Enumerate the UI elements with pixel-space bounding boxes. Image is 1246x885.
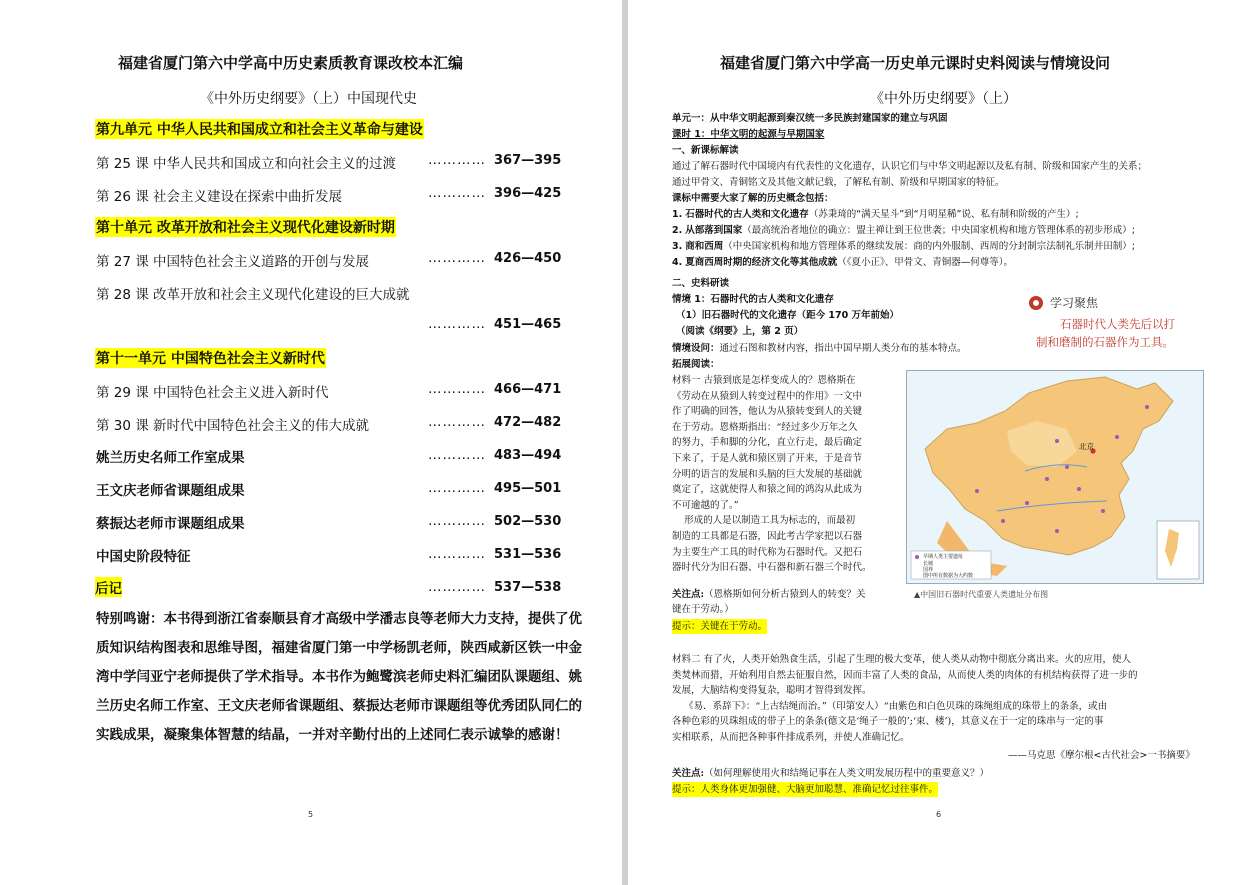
toc-dots: ………… [428,316,486,332]
concept-detail: （中央国家机构和地方管理体系的继续发展：商的内外服制、西周的分封制宗法制礼乐制井田制）; [723,241,1135,252]
toc-label: 第 25 课 中华人民共和国成立和向社会主义的过渡 [96,156,397,172]
toc-pages: 502—530 [494,514,562,529]
material-line: 发展，大脑结构变得复杂，聪明才智得到发挥。 [672,685,872,697]
left-title: 福建省厦门第六中学高中历史素质教育课改校本汇编 [118,54,464,72]
toc-dots: ………… [428,250,486,266]
concept-number: 4. [672,257,683,268]
concept-number: 2. [672,225,683,236]
toc-entry-yaolan [96,446,245,466]
material-line: 的努力，手和脚的分化，直立行走，最后确定 [672,437,863,449]
sub-heading-paleolithic: （1）旧石器时代的文化遗存（距今 170 万年前始） [676,310,900,321]
toc-pages: 451—465 [494,317,562,332]
material-line: 《易．系辞下》：“上古结绳而治。”（印第安人）“由紫色和白色贝珠的珠绳组成的珠带上的条条，或由 [672,700,1108,712]
map-legend-item: 国界 [923,567,934,573]
standard-line-1: 通过了解石器时代中国境内有代表性的文化遗存，认识它们与中华文明起源以及私有制、阶级和国家产生的关系； [672,161,1148,172]
toc-entry-26 [96,185,342,205]
lesson-line: 课时 1：中华文明的起源与早期国家 [672,129,825,140]
material-line: 在于劳动。恩格斯指出：“经过多少万年之久 [672,421,858,433]
focus-gear-icon [1028,295,1044,311]
material-line: 《劳动在从猿到人转变过程中的作用》一文中 [672,390,863,402]
toc-dots: ………… [428,152,486,168]
toc-label: 第 29 课 中国特色社会主义进入新时代 [96,385,329,401]
left-subtitle: 《中外历史纲要》（上）中国现代史 [200,91,417,107]
concept-bold: 从部落到国家 [685,225,743,236]
hint-1: 提示：关键在于劳动。 [672,619,767,634]
site-marker [1077,487,1081,491]
page-number: 6 [936,810,942,819]
toc-pages: 426—450 [494,251,562,266]
toc-label: 姚兰历史名师工作室成果 [96,450,245,466]
site-marker [1025,501,1029,505]
concept-number: 1. [672,209,683,220]
site-marker [1145,405,1149,409]
site-marker [975,489,979,493]
concept-number: 3. [672,241,683,252]
toc-entry-afterword [95,577,122,597]
concept-bold: 商和西周 [685,241,724,252]
material-2-source: ——马克思《摩尔根<古代社会>一书摘要》 [1008,750,1195,761]
focus-1 [672,587,866,602]
concept-detail: （最高统治者地位的确立：盟主禅让到王位世袭；中央国家机构和地方管理体系的初步形成）; [742,225,1135,236]
toc-entry-stages [96,545,191,565]
unit-line: 单元一：从中华文明起源到秦汉统一多民族封建国家的建立与巩固 [672,113,948,124]
concept-bold: 石器时代的古人类和文化遗存 [685,209,809,220]
toc-label: 后记 [95,581,122,597]
unit-11-heading: 第十一单元 中国特色社会主义新时代 [95,348,326,368]
toc-label: 蔡振达老师市课题组成果 [96,516,245,532]
toc-pages: 396—425 [494,186,562,201]
focus-label: 关注点: [672,768,705,779]
toc-pages: 483—494 [494,448,562,463]
toc-dots: ………… [428,185,486,201]
material-line: 类焚林而猎，开始利用自然去征服自然，因而丰富了人类的食品，从而使人类的肉体的有机结构获得了进一步的 [672,669,1138,681]
toc-pages: 495—501 [494,481,562,496]
toc-entry-caizhenda [96,512,245,532]
page-number: 5 [308,810,314,819]
concept-item-4 [672,255,1013,270]
section-1-heading: 一、新课标解读 [672,145,739,156]
toc-entry-29 [96,381,329,401]
read-reference: （阅读《纲要》上，第 2 页） [676,326,804,337]
site-marker [1045,477,1049,481]
material-line: 分明的语言的发展和头脑的巨大发展的基础就 [672,468,863,480]
left-page [0,0,622,885]
toc-entry-25 [96,152,396,172]
section-2-heading: 二、史料研读 [672,278,730,289]
callout-title: 学习聚焦 [1050,296,1099,310]
material-line: 形成的人是以制造工具为标志的，而最初 [672,515,856,527]
site-marker [1055,529,1059,533]
material-2-text [672,652,1210,746]
material-line: 奠定了，这就使得人和猿之间的鸿沟从此成为 [672,484,863,496]
concept-item-1 [672,207,1079,222]
material-line: 制造的工具都是石器，因此考古学家把以石器 [672,530,863,542]
material-1-text [672,373,904,576]
extended-reading-heading: 拓展阅读： [672,359,720,370]
right-title: 福建省厦门第六中学高一历史单元课时史料阅读与情境设问 [720,54,1111,72]
acknowledgement-text: 特别鸣谢：本书得到浙江省泰顺县育才高级中学潘志良等老师大力支持，提供了优质知识结构图表和思维导图，福建省厦门第一中学杨凯老师，陕西咸新区铁一中金湾中学闫亚宁老师提供了学术指导。本书作为鲍鹭滨老师史料汇编团队课题组、姚兰历史名师工作室、王文庆老师省课题组、蔡振达老师市课题组等优秀团队同仁的实践成果，凝聚集体智慧的结晶，一并对辛勤付出的上述同仁表示诚挚的感谢！ [96,611,582,743]
paleolithic-sites-map [906,370,1204,584]
toc-dots: ………… [428,414,486,430]
material-line: 各种色彩的贝珠组成的带子上的条条(德文是‘绳子一般的’;‘束、楼’)，其意义在于一定的珠串与一定的事 [672,716,1104,728]
material-line: 材料一 古猿到底是怎样变成人的？恩格斯在 [672,375,856,386]
toc-pages: 466—471 [494,382,562,397]
toc-dots: ………… [428,579,486,595]
concept-detail: （苏秉琦的“满天星斗”到“月明星稀”说、私有制和阶级的产生）; [808,209,1079,220]
focus-1-cont: 键在于劳动。） [672,604,734,615]
toc-label: 中国史阶段特征 [96,549,191,565]
question-text: 通过石图和教材内容，指出中国早期人类分布的基本特点。 [719,343,967,354]
learning-focus-callout [1022,292,1202,354]
toc-pages: 367—395 [494,153,562,168]
material-line: 器时代分为旧石器、中石器和新石器三个时代。 [672,562,872,574]
hint-2: 提示：人类身体更加强健、大脑更加聪慧、准确记忆过往事件。 [672,782,938,797]
material-line: 不可逾越的了。” [672,499,739,511]
toc-entry-30 [96,414,369,434]
toc-label: 第 27 课 中国特色社会主义道路的开创与发展 [96,254,370,270]
toc-dots: ………… [428,447,486,463]
standard-line-2: 通过甲骨文、青铜铭文及其他文献记载，了解私有制、阶级和早期国家的特征。 [672,177,1005,188]
site-marker [1115,435,1119,439]
toc-entry-wangwenqing [96,479,245,499]
concept-bold: 夏商西周时期的经济文化等其他成就 [685,257,838,268]
toc-pages: 537—538 [494,580,562,595]
focus-text: （如何理解使用火和结绳记事在人类文明发展历程中的重要意义？） [704,768,990,779]
unit-9-heading: 第九单元 中华人民共和国成立和社会主义革命与建设 [95,119,424,139]
concept-item-2 [672,223,1135,238]
concept-item-3 [672,239,1135,254]
unit-10-heading: 第十单元 改革开放和社会主义现代化建设新时期 [95,217,396,237]
toc-pages: 531—536 [494,547,562,562]
china-map-graphic [907,371,1203,583]
map-legend-item: 图中所有数据为大约数 [923,573,974,579]
focus-label: 关注点: [672,589,705,600]
material-line: 材料二 有了火，人类开始熟食生活，引起了生理的极大变革，使人类从动物中彻底分离出来。火的应用，使人 [672,654,1132,665]
map-legend-item: 长城 [923,561,934,567]
concept-detail: （《夏小正》、甲骨文、青铜器—何尊等）。 [837,257,1014,268]
material-line: 为主要生产工具的时代称为石器时代。又把石 [672,546,863,558]
right-subtitle: 《中外历史纲要》（上） [870,91,1017,107]
toc-label: 第 26 课 社会主义建设在探索中曲折发展 [96,189,343,205]
scene-1-heading: 情境 1：石器时代的古人类和文化遗存 [672,294,834,305]
concepts-heading: 课标中需要大家了解的历史概念包括： [672,193,834,204]
map-legend-item: 早期人类主要遗址 [923,554,964,560]
focus-2 [672,766,989,781]
toc-dots: ………… [428,513,486,529]
callout-text-line-1: 石器时代人类先后以打 [1060,317,1175,331]
map-caption: ▲中国旧石器时代重要人类遗址分布图 [914,590,1049,599]
material-line: 实相联系，从而把各种事件排成系列，并使人准确记忆。 [672,731,910,743]
toc-pages: 472—482 [494,415,562,430]
toc-entry-28 [96,283,410,303]
callout-text-line-2: 制和磨制的石器作为工具。 [1036,335,1174,349]
material-line: 作了明确的回答，他认为从猿转变到人的关键 [672,406,863,418]
map-city-label: 北京 [1079,442,1094,451]
toc-dots: ………… [428,480,486,496]
toc-dots: ………… [428,546,486,562]
toc-dots: ………… [428,381,486,397]
focus-text: （恩格斯如何分析古猿到人的转变？关 [704,589,866,600]
toc-label: 第 30 课 新时代中国特色社会主义的伟大成就 [96,418,370,434]
toc-label: 王文庆老师省课题组成果 [96,483,245,499]
site-marker [1055,439,1059,443]
toc-entry-27 [96,250,369,270]
site-marker [1065,465,1069,469]
site-marker [1101,509,1105,513]
question-label: 情境设问： [672,343,720,354]
toc-label: 第 28 课 改革开放和社会主义现代化建设的巨大成就 [96,287,410,303]
scenario-question [672,341,967,356]
material-line: 下来了，于是人就和猿区别了开来，于是音节 [672,452,863,464]
site-marker [1001,519,1005,523]
